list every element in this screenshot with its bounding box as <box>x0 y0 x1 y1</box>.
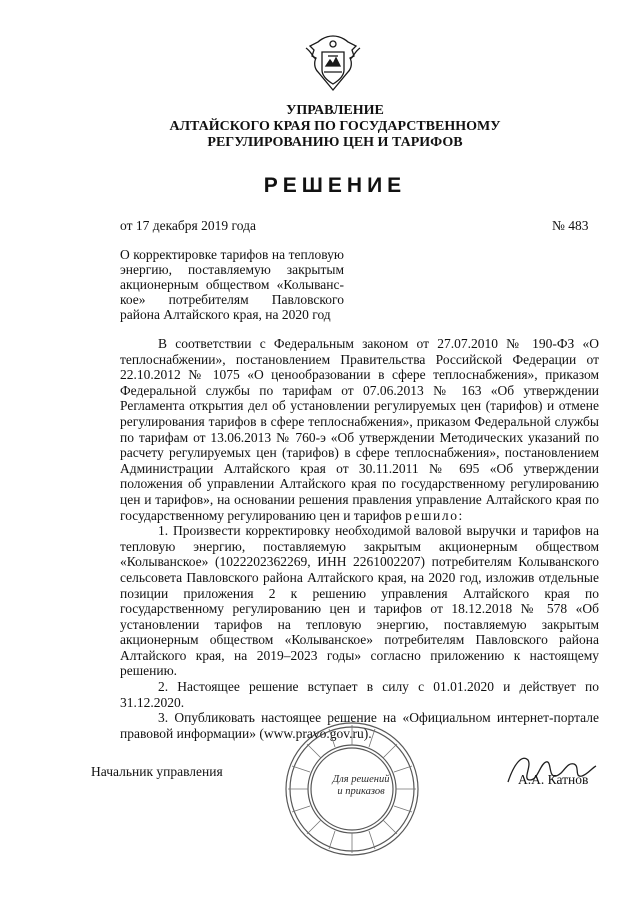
header-line-1: УПРАВЛЕНИЕ <box>286 103 384 118</box>
item-1-paragraph: 1. Произвести корректировку необходимой валовой выручки и тарифов на тепловую энергию, поставляемую закрытым акционерным обществом «Колыванское» (1022202362269, ИНН 2261002207) потребителям Колыванского сельсовета Павловского района Алтайского края, на 2020 год, изложив отдельные позиции приложения 2 к решению управления Алтайского края по государственному регулированию цен и тарифов от 18.12.2018 № 578 «Об установлении тарифов на тепловую энергию, поставляемую закрытым акционерным обществом «Колыванское» потребителям Павловского района Алтайского края, на 2019–2023 годы» согласно приложению к настоящему решению. <box>120 523 599 679</box>
signatory-position: Начальник управления <box>91 764 223 779</box>
coat-of-arms-emblem <box>302 32 364 94</box>
header-line-2: АЛТАЙСКОГО КРАЯ ПО ГОСУДАРСТВЕННОМУ <box>169 119 501 134</box>
stamp-center-text <box>326 774 396 798</box>
document-body <box>120 336 599 741</box>
issuing-authority-header <box>120 103 550 151</box>
document-subject: О корректировке тарифов на тепловую энергию, поставляемую закрытым акционерным обществом «Колыванс-кое» потребителям Павловского района Алтайского края, на 2020 год <box>120 247 344 322</box>
preamble-paragraph <box>120 336 599 523</box>
item-3-paragraph: 3. Опубликовать настоящее решение на «Официальном интернет-портале правовой информации» (www.pravo.gov.ru). <box>120 710 599 741</box>
signatory-name: А.А. Катнов <box>518 772 589 787</box>
preamble-text: В соответствии с Федеральным законом от 27.07.2010 № 190-ФЗ «О теплоснабжении», постановлением Правительства Российской Федерации от 22.10.2012 № 1075 «О ценообразовании в сфере теплоснабжения», приказом Федеральной службы по тарифам от 07.06.2013 № 163 «Об утверждении Регламента открытия дел об установлении регулируемых цен (тарифов) и отмене регулирования тарифов в сфере теплоснабжения», приказом Федеральной службы по тарифам от 13.06.2013 № 760-э «Об утверждении Методических указаний по расчету регулируемых цен (тарифов) в сфере теплоснабжения», постановлением Администрации Алтайского края от 30.11.2011 № 695 «Об утверждении положения об управлении Алтайского края по государственному регулированию цен и тарифов», на основании решения правления управление Алтайского края по государственному регулированию цен и тарифов <box>120 336 599 523</box>
document-number: № 483 <box>552 218 589 233</box>
stamp-center-line-2: и приказов <box>337 786 385 797</box>
item-2-paragraph: 2. Настоящее решение вступает в силу с 01.01.2020 и действует по 31.12.2020. <box>120 679 599 710</box>
header-line-3: РЕГУЛИРОВАНИЮ ЦЕН И ТАРИФОВ <box>207 135 463 150</box>
resolved-word: решило: <box>405 507 464 523</box>
stamp-center-line-1: Для решений <box>332 774 390 785</box>
document-title: РЕШЕНИЕ <box>263 174 407 197</box>
document-date: от 17 декабря 2019 года <box>120 218 256 233</box>
